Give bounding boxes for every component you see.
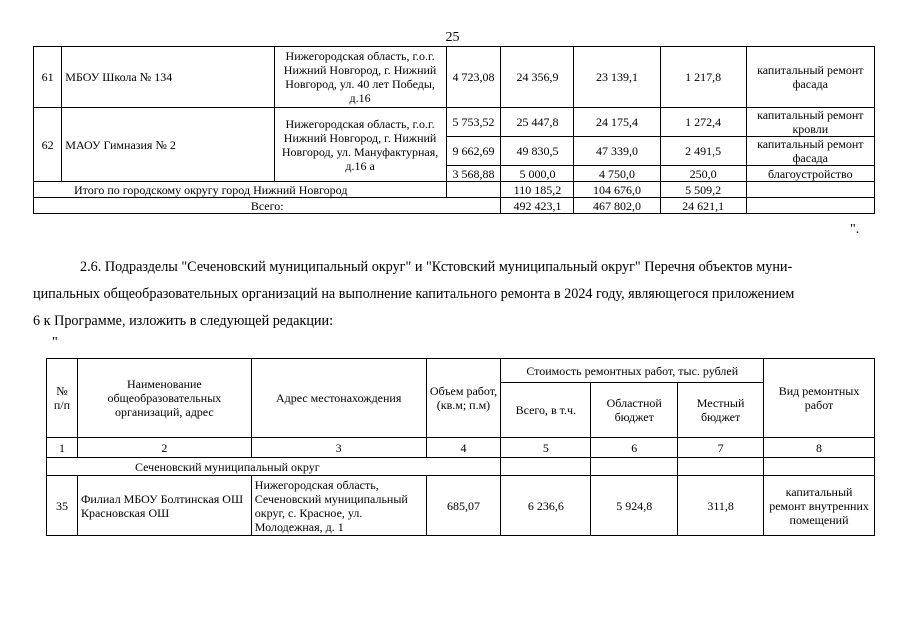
work-volume: 9 662,69 [446,137,501,166]
column-number: 1 [47,438,78,458]
cost-regional: 5 924,8 [591,476,678,536]
section-title: Сеченовский муниципальный округ [47,458,501,476]
header-work-type: Вид ремонтных работ [764,359,875,438]
header-regional: Областной бюджет [591,383,678,438]
column-number: 4 [426,438,501,458]
grand-total-label: Всего: [34,198,501,214]
work-volume: 4 723,08 [446,47,501,108]
column-number: 6 [591,438,678,458]
cost-regional: 4 750,0 [574,166,660,182]
row-number: 35 [47,476,78,536]
empty-cell [446,182,501,198]
paragraph-line: ципальных общеобразовательных организаций на выполнение капитального ремонта в 2024 году, являющегося приложением [33,286,795,302]
column-number: 2 [77,438,251,458]
work-type: капитальный ремонт фасада [746,47,874,108]
subtotal-regional: 104 676,0 [574,182,660,198]
column-number: 8 [764,438,875,458]
objects-table-continued [33,46,875,214]
work-type: капитальный ремонт внутренних помещений [764,476,875,536]
cost-local: 311,8 [678,476,764,536]
amendment-paragraph [33,254,858,335]
header-local: Местный бюджет [678,383,764,438]
header-total: Всего, в т.ч. [501,383,591,438]
opening-quote: " [52,335,58,350]
header-num: № п/п [47,359,78,438]
work-volume: 685,07 [426,476,501,536]
organization-address: Нижегородская область, Сеченовский муниципальный округ, с. Красное, ул. Молодежная, д. 1 [251,476,426,536]
cost-total: 5 000,0 [501,166,574,182]
cost-local: 1 272,4 [660,108,746,137]
cost-local: 2 491,5 [660,137,746,166]
grand-total-row [34,198,875,214]
empty-cell [678,458,764,476]
grand-total-regional: 467 802,0 [574,198,660,214]
cost-total: 49 830,5 [501,137,574,166]
row-number: 62 [34,108,62,182]
grand-total-local: 24 621,1 [660,198,746,214]
cost-regional: 24 175,4 [574,108,660,137]
empty-cell [746,182,874,198]
work-type: капитальный ремонт кровли [746,108,874,137]
organization-address: Нижегородская область, г.о.г. Нижний Новгород, г. Нижний Новгород, ул. 40 лет Победы, д.16 [274,47,446,108]
header-address: Адрес местонахождения [251,359,426,438]
work-volume: 5 753,52 [446,108,501,137]
objects-table [46,358,875,536]
table-row [47,476,875,536]
header-name: Наименование общеобразовательных организаций, адрес [77,359,251,438]
column-numbers-row [47,438,875,458]
work-type: капитальный ремонт фасада [746,137,874,166]
column-number: 7 [678,438,764,458]
table-row [34,108,875,137]
subtotal-total: 110 185,2 [501,182,574,198]
column-number: 3 [251,438,426,458]
cost-total: 6 236,6 [501,476,591,536]
cost-regional: 47 339,0 [574,137,660,166]
work-volume: 3 568,88 [446,166,501,182]
work-type: благоустройство [746,166,874,182]
cost-total: 24 356,9 [501,47,574,108]
cost-local: 250,0 [660,166,746,182]
header-row [47,359,875,383]
row-number: 61 [34,47,62,108]
cost-regional: 23 139,1 [574,47,660,108]
cost-total: 25 447,8 [501,108,574,137]
header-cost-group: Стоимость ремонтных работ, тыс. рублей [501,359,764,383]
empty-cell [764,458,875,476]
page-number: 25 [445,30,460,45]
organization-name: МАОУ Гимназия № 2 [62,108,274,182]
subtotal-label: Итого по городскому округу город Нижний Новгород [34,182,447,198]
closing-quote: ". [850,222,860,237]
table-row [34,47,875,108]
section-row [47,458,875,476]
empty-cell [746,198,874,214]
subtotal-row [34,182,875,198]
organization-name: МБОУ Школа № 134 [62,47,274,108]
paragraph-line: 6 к Программе, изложить в следующей редакции: [33,313,334,329]
header-volume: Объем работ, (кв.м; п.м) [426,359,501,438]
subtotal-local: 5 509,2 [660,182,746,198]
empty-cell [591,458,678,476]
column-number: 5 [501,438,591,458]
paragraph-line: 2.6. Подразделы "Сеченовский муниципальный округ" и "Кстовский муниципальный округ" Перечня объектов муни- [80,259,793,275]
grand-total-total: 492 423,1 [501,198,574,214]
cost-local: 1 217,8 [660,47,746,108]
organization-name: Филиал МБОУ Болтинская ОШ Красновская ОШ [77,476,251,536]
empty-cell [501,458,591,476]
organization-address: Нижегородская область, г.о.г. Нижний Новгород, г. Нижний Новгород, ул. Мануфактурная, д.16 а [274,108,446,182]
